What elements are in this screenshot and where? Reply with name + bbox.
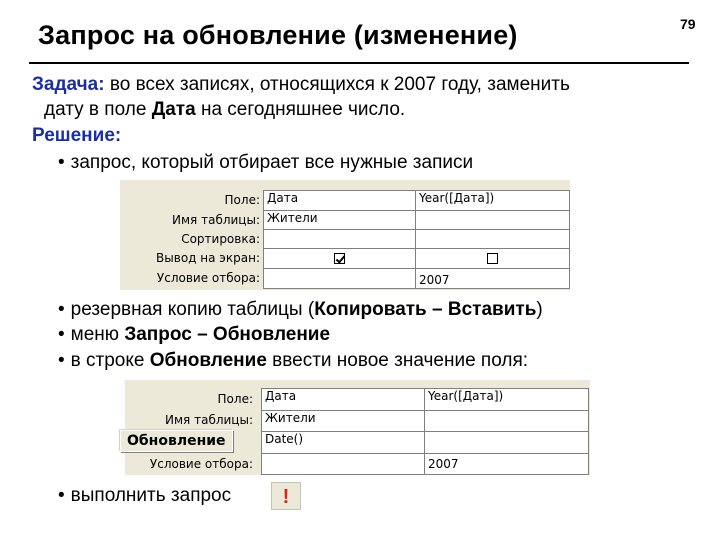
cell-table-2[interactable] xyxy=(416,211,570,230)
bullet-3 xyxy=(58,324,330,346)
bullet-4-text-b: ввести новое значение поля: xyxy=(266,350,529,371)
bullet-5 xyxy=(58,485,231,507)
show-checkbox-unchecked[interactable] xyxy=(487,253,498,264)
task-text-2a: дату в поле xyxy=(44,99,152,120)
bullet-3-text: меню xyxy=(70,324,125,345)
task-label: Задача: xyxy=(32,74,105,95)
task-text-2b: на сегодняшнее число. xyxy=(195,99,406,120)
bullet-5-text: выполнить запрос xyxy=(70,485,232,506)
label-sort: Сортировка: xyxy=(181,232,260,246)
cell-field-1[interactable]: Дата xyxy=(264,191,416,211)
label-field: Поле: xyxy=(217,392,253,406)
bullet-marker: • xyxy=(58,485,65,506)
bullet-marker: • xyxy=(58,350,65,371)
run-query-button[interactable] xyxy=(271,482,301,510)
bullet-4 xyxy=(58,350,528,372)
cell-field-2[interactable]: Year([Дата]) xyxy=(416,191,570,211)
bullet-marker: • xyxy=(58,152,65,173)
bullet-1-text: запрос, который отбирает все нужные записи xyxy=(70,152,474,173)
task-line-1 xyxy=(32,74,570,96)
cell-criteria-2[interactable]: 2007 xyxy=(416,269,570,289)
task-text-1: во всех записях, относящихся к 2007 году, заменить xyxy=(104,74,570,95)
page-number: 79 xyxy=(680,16,696,32)
cell-show-2 xyxy=(416,249,570,269)
cell-field-2[interactable]: Year([Дата]) xyxy=(425,389,589,411)
cell-criteria-1[interactable] xyxy=(262,454,425,475)
cell-table-2[interactable] xyxy=(425,411,589,432)
show-checkbox-checked[interactable] xyxy=(334,253,345,264)
label-table: Имя таблицы: xyxy=(165,413,253,427)
bullet-4-text-a: в строке xyxy=(70,350,150,371)
cell-field-1[interactable]: Дата xyxy=(262,389,425,411)
slide-title: Запрос на обновление (изменение) xyxy=(38,20,518,50)
exclamation-icon: ! xyxy=(282,486,290,508)
cell-sort-1[interactable] xyxy=(264,230,416,249)
bullet-2-text-a: резервная копию таблицы ( xyxy=(70,299,315,320)
cell-update-2[interactable] xyxy=(425,432,589,454)
cell-update-1[interactable]: Date() xyxy=(262,432,425,454)
cell-criteria-2[interactable]: 2007 xyxy=(425,454,589,475)
bullet-marker: • xyxy=(58,324,65,345)
update-row-label: Обновление xyxy=(120,430,233,452)
task-line-2 xyxy=(44,99,405,121)
bullet-marker: • xyxy=(58,299,65,320)
bullet-3-bold: Запрос – Обновление xyxy=(124,324,331,345)
cell-criteria-1[interactable] xyxy=(264,269,416,289)
cell-table-1[interactable]: Жители xyxy=(262,411,425,432)
cell-table-1[interactable]: Жители xyxy=(264,211,416,230)
label-table: Имя таблицы: xyxy=(172,213,260,227)
label-show: Вывод на экран: xyxy=(156,251,260,265)
query-design-grid-update xyxy=(125,380,590,475)
label-criteria: Условие отбора: xyxy=(156,271,260,285)
grid-row-labels xyxy=(120,180,260,290)
bullet-2 xyxy=(58,299,543,321)
title-divider xyxy=(29,62,689,64)
query-design-grid-select xyxy=(120,180,570,290)
bullet-1 xyxy=(58,152,473,174)
grid-row-labels xyxy=(125,380,253,475)
bullet-2-text-b: ) xyxy=(536,299,543,320)
cell-show-1 xyxy=(264,249,416,269)
bullet-2-bold: Копировать – Вставить xyxy=(314,299,537,320)
grid-cells xyxy=(263,190,570,289)
cell-sort-2[interactable] xyxy=(416,230,570,249)
grid-cells xyxy=(261,388,589,475)
solution-label: Решение: xyxy=(32,125,122,146)
bullet-4-bold: Обновление xyxy=(149,350,267,371)
task-field-name: Дата xyxy=(151,99,196,120)
label-field: Поле: xyxy=(224,193,260,207)
label-criteria: Условие отбора: xyxy=(149,457,253,471)
